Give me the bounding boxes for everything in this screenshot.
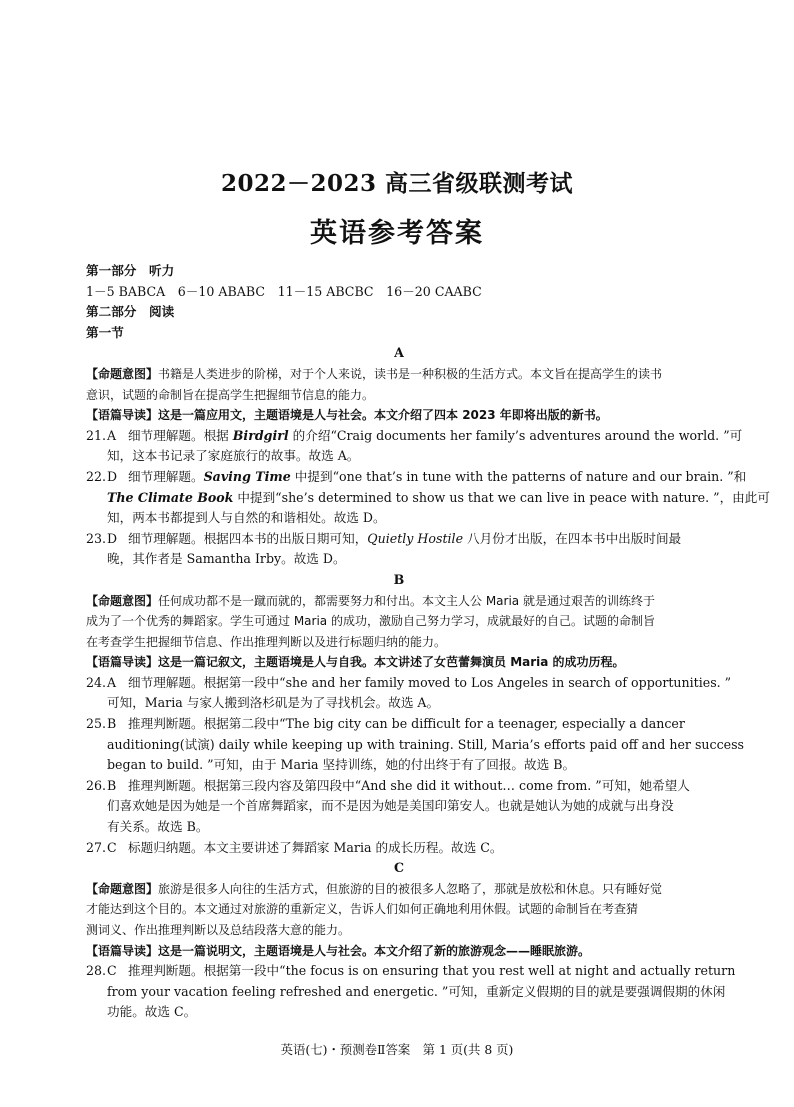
question-27	[86, 838, 712, 859]
explanation-text: auditioning(试演) daily while keeping up with training. Still, Maria’s efforts paid off and her success	[107, 736, 745, 752]
question-number: 22.	[86, 468, 107, 484]
book-title: Saving Time	[203, 468, 291, 484]
guide-label: 【语篇导读】	[86, 408, 159, 423]
intent-label: 【命题意图】	[86, 881, 159, 896]
explanation-text: 知，两本书都提到人与自然的和谐相处。故选 D。	[107, 510, 386, 526]
intent-label: 【命题意图】	[86, 593, 159, 608]
passage-b-intent-cont: 在考查学生把握细节信息、作出推理判断以及进行标题归纳的能力。	[86, 634, 447, 649]
question-23	[86, 529, 712, 570]
intent-text: 任何成功都不是一蹴而就的，都需要努力和付出。本文主人公 Maria 就是通过艰苦的训练终于	[158, 593, 655, 608]
question-number: 23.	[86, 530, 107, 546]
question-21	[86, 426, 743, 467]
passage-c-guide	[86, 941, 712, 962]
intent-label: 【命题意图】	[86, 366, 159, 381]
guide-text: 这是一篇应用文，主题语境是人与社会。本文介绍了四本 2023 年即将出版的新书。	[158, 408, 608, 423]
document-subtitle: 英语参考答案	[310, 218, 484, 249]
explanation-text: began to build. ”可知，由于 Maria 坚持训练，她的付出终于有了回报。故选 B。	[107, 757, 576, 773]
passage-b-letter: B	[393, 571, 405, 587]
question-number: 26.	[86, 777, 107, 793]
passage-b-guide	[86, 652, 712, 673]
answer-letter: C	[107, 839, 117, 855]
explanation-text: from your vacation feeling refreshed and energetic. ”可知，重新定义假期的目的就是要强调假期的休闲	[107, 983, 726, 999]
passage-c-intent	[86, 879, 712, 900]
explanation-text: 的介绍“Craig documents her family’s adventures around the world. ”可	[288, 427, 743, 443]
guide-text: 这是一篇说明文，主题语境是人与社会。本文介绍了新的旅游观念——睡眠旅游。	[158, 943, 591, 958]
explanation-text: 细节理解题。根据第一段中“she and her family moved to Los Angeles in search of opportunities. ”	[128, 674, 732, 690]
question-22	[86, 467, 770, 529]
explanation-text: 八月份才出版，在四本书中出版时间最	[463, 530, 682, 546]
explanation-text: 晚，其作者是 Samantha Irby。故选 D。	[107, 551, 346, 567]
explanation-text: 细节理解题。根据	[128, 427, 233, 443]
answer-letter: D	[107, 468, 118, 484]
explanation-text: 推理判断题。根据第一段中“the focus is on ensuring that you rest well at night and actually return	[128, 963, 736, 979]
intent-text: 书籍是人类进步的阶梯，对于个人来说，读书是一种积极的生活方式。本文旨在提高学生的读书	[158, 366, 663, 381]
book-title: The Climate Book	[107, 489, 234, 505]
passage-a-letter: A	[394, 345, 404, 361]
guide-label: 【语篇导读】	[86, 655, 159, 670]
listening-answers: 1－5 BABCA 6－10 ABABC 11－15 ABCBC 16－20 CAABC	[86, 283, 482, 299]
explanation-text: 中提到“one that’s in tune with the patterns of nature and our brain. ”和	[290, 468, 747, 484]
question-number: 27.	[86, 839, 107, 855]
explanation-text: 知，这本书记录了家庭旅行的故事。故选 A。	[107, 448, 360, 464]
guide-text: 这是一篇记叙文，主题语境是人与自我。本文讲述了女芭蕾舞演员 Maria 的成功历程。	[158, 655, 625, 670]
passage-a-intent	[86, 364, 712, 385]
explanation-text: 推理判断题。根据第二段中“The big city can be difficult for a teenager, especially a dancer	[128, 716, 685, 732]
answer-letter: D	[107, 530, 118, 546]
passage-c-intent-cont: 测词义、作出推理判断以及总结段落大意的能力。	[86, 923, 351, 937]
explanation-text: 可知，Maria 与家人搬到洛杉矶是为了寻找机会。故选 A。	[107, 695, 440, 711]
book-title: Quietly Hostile	[367, 530, 464, 546]
explanation-text: 功能。故选 C。	[107, 1004, 197, 1020]
book-title: Birdgirl	[232, 427, 289, 443]
question-number: 21.	[86, 427, 107, 443]
page-footer: 英语(七)・预测卷Ⅱ答案 第 1 页(共 8 页)	[280, 1042, 514, 1057]
answer-letter: B	[107, 777, 117, 793]
passage-a-guide	[86, 405, 712, 426]
explanation-text: 推理判断题。根据第三段内容及第四段中“And she did it without… come from. ”可知，她希望人	[128, 777, 690, 793]
section-heading: 第一节	[86, 324, 124, 340]
intent-text: 旅游是很多人向往的生活方式，但旅游的目的被很多人忽略了，那就是放松和休息。只有睡好觉	[158, 881, 663, 896]
explanation-text: 细节理解题。	[128, 468, 204, 484]
explanation-text: 们喜欢她是因为她是一个首席舞蹈家，而不是因为她是美国印第安人。也就是她认为她的成就与出身没	[107, 798, 674, 814]
explanation-text: 中提到“she’s determined to show us that we can live in peace with nature. ”，由此可	[233, 489, 770, 505]
answer-content	[86, 261, 770, 1023]
question-number: 24.	[86, 674, 107, 690]
question-number: 25.	[86, 716, 107, 732]
question-number: 28.	[86, 963, 107, 979]
passage-b-intent-cont: 成为了一个优秀的舞蹈家。学生可通过 Maria 的成功，激励自己努力学习，成就最好的自己。试题的命制旨	[86, 614, 655, 629]
explanation-text: 有关系。故选 B。	[107, 819, 209, 835]
answer-letter: A	[107, 427, 117, 443]
explanation-text: 标题归纳题。本文主要讲述了舞蹈家 Maria 的成长历程。故选 C。	[128, 839, 503, 855]
passage-a-intent-cont: 意识，试题的命制旨在提高学生把握细节信息的能力。	[86, 387, 375, 402]
passage-c-letter: C	[393, 860, 405, 876]
guide-label: 【语篇导读】	[86, 943, 159, 958]
explanation-text: 细节理解题。根据四本书的出版日期可知，	[128, 530, 368, 546]
exam-title: 2022－2023 高三省级联测考试	[220, 170, 574, 197]
question-28	[86, 961, 736, 1023]
question-26	[86, 776, 712, 838]
answer-letter: C	[107, 963, 117, 979]
part2-heading: 第二部分 阅读	[86, 304, 175, 320]
answer-letter: A	[107, 674, 117, 690]
passage-b-intent	[86, 591, 712, 612]
passage-c-intent-cont: 才能达到这个目的。本文通过对旅游的重新定义，告诉人们如何正确地利用休假。试题的命制旨在考查猜	[86, 902, 639, 917]
part1-heading: 第一部分 听力	[86, 263, 175, 278]
question-25	[86, 714, 745, 776]
answer-letter: B	[107, 716, 117, 732]
question-24	[86, 673, 732, 714]
